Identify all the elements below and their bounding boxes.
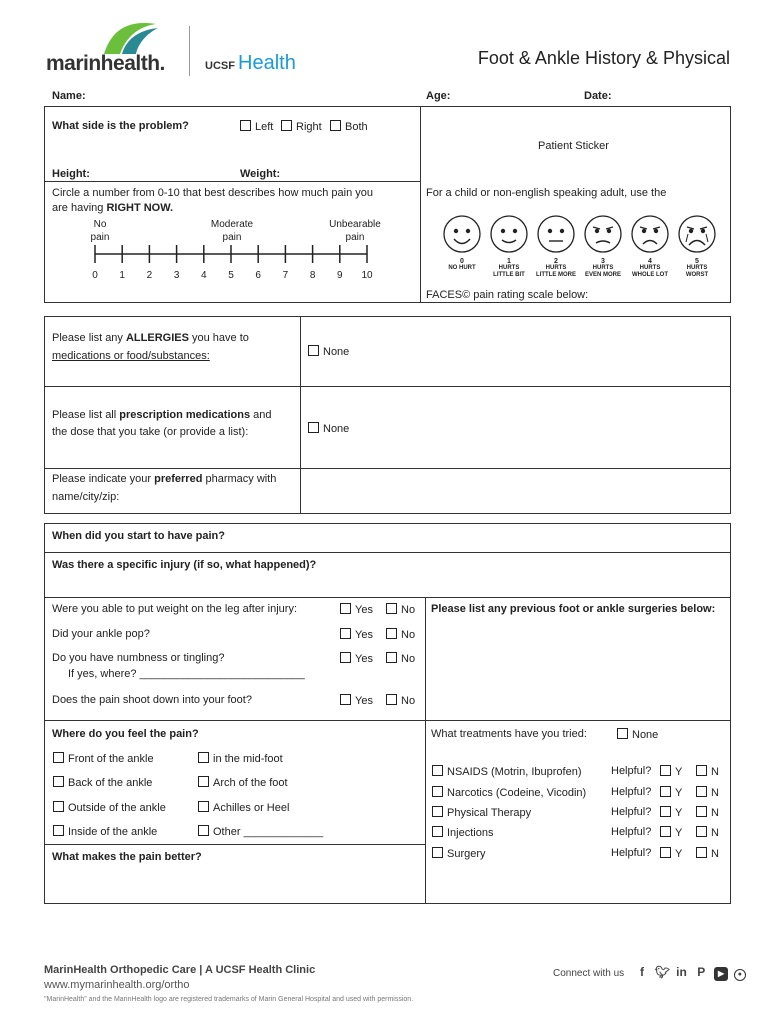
allergies-none-checkbox[interactable] (308, 345, 319, 356)
face-number: 0 (460, 258, 464, 265)
pain-scale-number[interactable]: 5 (228, 270, 234, 281)
pharmacy-prompt-line2: name/city/zip: (52, 491, 120, 503)
treatment-item[interactable] (432, 826, 493, 839)
location-option-label: Inside of the ankle (68, 826, 158, 838)
location-option[interactable] (53, 825, 157, 838)
numbness-no[interactable]: No (386, 652, 415, 665)
side-left-checkbox[interactable] (240, 120, 251, 131)
meds-divider-2 (44, 468, 731, 469)
pain-scale-number[interactable]: 4 (201, 270, 207, 281)
pain-scale-number[interactable]: 9 (337, 270, 343, 281)
weight-bear-no[interactable]: No (386, 603, 415, 616)
treatment-label: NSAIDS (Motrin, Ibuprofen) (447, 766, 582, 778)
treatment-item[interactable] (432, 765, 582, 778)
helpful-no[interactable]: N (696, 847, 719, 860)
face-number: 3 (601, 258, 605, 265)
marinhealth-logo (44, 20, 179, 76)
side-option-right[interactable]: Right (281, 120, 322, 133)
helpful-label: Helpful? (611, 786, 652, 798)
connect-label: Connect with us (553, 968, 625, 979)
helpful-yes-checkbox[interactable] (660, 826, 671, 837)
helpful-no[interactable]: N (696, 806, 719, 819)
helpful-yes-checkbox[interactable] (660, 786, 671, 797)
weight-bear-yes[interactable]: Yes (340, 603, 373, 616)
helpful-no[interactable]: N (696, 765, 719, 778)
helpful-no[interactable]: N (696, 786, 719, 799)
pain-scale (80, 242, 390, 282)
helpful-label: Helpful? (611, 826, 652, 838)
ankle-pop-no[interactable]: No (386, 628, 415, 641)
numbness-no-checkbox[interactable] (386, 652, 397, 663)
helpful-no-checkbox[interactable] (696, 847, 707, 858)
face-label-line2: LITTLE MORE (536, 272, 576, 278)
face-label: HURTS (639, 265, 661, 271)
ucsf-health-wordmark: Health (238, 52, 296, 74)
surgeries-prompt: Please list any previous foot or ankle surgeries below: (431, 603, 716, 615)
face-cry-icon (677, 214, 717, 254)
history-divider-2 (44, 597, 731, 598)
footer-trademark: "MarinHealth" and the MarinHealth logo are registered trademarks of Marin General Hospital and used with permission. (44, 996, 414, 1003)
pain-scale-number[interactable]: 3 (173, 270, 180, 281)
location-option-checkbox[interactable] (198, 801, 209, 812)
shoot-yes[interactable]: Yes (340, 694, 373, 707)
location-divider (44, 844, 425, 845)
face-label-line2: WORST (685, 272, 709, 278)
location-option[interactable] (198, 776, 288, 789)
patient-sticker-label: Patient Sticker (538, 140, 609, 152)
prescriptions-none-checkbox[interactable] (308, 422, 319, 433)
location-option-label: Other _____________ (213, 826, 324, 838)
face-number: 2 (554, 258, 558, 265)
treatment-checkbox[interactable] (432, 786, 443, 797)
height-label: Height: (52, 168, 90, 180)
pain-scale-number[interactable]: 0 (92, 270, 98, 281)
helpful-yes[interactable]: Y (660, 826, 682, 839)
helpful-yes[interactable]: Y (660, 786, 682, 799)
ucsf-prefix: UCSF (205, 60, 235, 72)
face-4[interactable] (628, 214, 672, 284)
side-right-checkbox[interactable] (281, 120, 292, 131)
ankle-pop-yes[interactable]: Yes (340, 628, 373, 641)
ankle-pop-no-checkbox[interactable] (386, 628, 397, 639)
location-option[interactable] (53, 801, 166, 814)
face-1[interactable] (487, 214, 531, 284)
better-question: What makes the pain better? (52, 851, 202, 863)
location-option-label: Achilles or Heel (213, 802, 290, 814)
helpful-yes[interactable]: Y (660, 847, 682, 860)
weight-bear-no-checkbox[interactable] (386, 603, 397, 614)
location-option[interactable] (198, 825, 323, 838)
face-label-line2: LITTLE BIT (493, 272, 525, 278)
face-number: 4 (648, 258, 652, 265)
helpful-yes-checkbox[interactable] (660, 847, 671, 858)
helpful-label: Helpful? (611, 765, 652, 777)
date-label: Date: (584, 90, 612, 102)
injury-question: Was there a specific injury (if so, what happened)? (52, 559, 317, 571)
shoot-yes-checkbox[interactable] (340, 694, 351, 705)
allergies-none[interactable]: None (308, 345, 349, 358)
face-sad-icon (630, 214, 670, 254)
faces-caption: FACES© pain rating scale below: (426, 289, 589, 301)
meds-divider-vertical (300, 316, 301, 514)
helpful-yes[interactable]: Y (660, 765, 682, 778)
helpful-no-checkbox[interactable] (696, 786, 707, 797)
face-number: 5 (695, 258, 699, 265)
face-smile-icon (489, 214, 529, 254)
helpful-label: Helpful? (611, 806, 652, 818)
ankle-pop-question: Did your ankle pop? (52, 628, 150, 640)
face-happy-icon (442, 214, 482, 254)
helpful-no-checkbox[interactable] (696, 765, 707, 776)
faces-intro: For a child or non-english speaking adult, use the (426, 187, 667, 199)
scale-anchor-no-pain: No pain (90, 219, 110, 243)
pain-scale-number[interactable]: 2 (146, 270, 153, 281)
shoot-question: Does the pain shoot down into your foot? (52, 694, 252, 706)
helpful-yes-checkbox[interactable] (660, 806, 671, 817)
helpful-yes-checkbox[interactable] (660, 765, 671, 776)
treatment-label: Injections (447, 827, 494, 839)
scale-anchor-moderate: Moderate pain (210, 219, 254, 243)
marinhealth-wordmark: marinhealth. (46, 52, 165, 75)
face-label: NO HURT (448, 265, 476, 271)
location-option-label: in the mid-foot (213, 753, 283, 765)
helpful-yes[interactable]: Y (660, 806, 682, 819)
location-option-checkbox[interactable] (53, 825, 64, 836)
treatment-checkbox[interactable] (432, 826, 443, 837)
face-label: HURTS (498, 265, 520, 271)
allergies-prompt-line2: medications or food/substances: (52, 350, 210, 362)
side-option-both[interactable]: Both (330, 120, 368, 133)
faces-scale (440, 214, 720, 284)
twitter-icon[interactable]: 🐦︎ (654, 965, 670, 979)
location-option-checkbox[interactable] (53, 752, 64, 763)
prescriptions-prompt-line2: the dose that you take (or provide a list): (52, 426, 249, 438)
location-option[interactable] (198, 801, 289, 814)
info-divider-vertical (420, 106, 421, 303)
location-option-checkbox[interactable] (53, 801, 64, 812)
treatments-question: What treatments have you tried: (431, 728, 587, 740)
name-label: Name: (52, 90, 86, 102)
face-label-line2: EVEN MORE (584, 272, 621, 278)
helpful-no[interactable]: N (696, 826, 719, 839)
helpful-no-checkbox[interactable] (696, 806, 707, 817)
numbness-where: If yes, where? ___________________________ (68, 668, 305, 680)
prescriptions-none[interactable]: None (308, 422, 349, 435)
meds-divider-1 (44, 386, 731, 387)
face-5[interactable] (675, 214, 719, 284)
face-flat-icon (536, 214, 576, 254)
age-label: Age: (426, 90, 451, 102)
treatment-label: Physical Therapy (447, 807, 532, 819)
pain-scale-number[interactable]: 10 (361, 270, 373, 281)
pain-scale-number[interactable]: 7 (282, 270, 289, 281)
treatments-none-checkbox[interactable] (617, 728, 628, 739)
location-option[interactable] (198, 752, 283, 765)
weight-label: Weight: (240, 168, 281, 180)
location-option[interactable] (53, 776, 152, 789)
header-divider (189, 26, 190, 76)
location-option-checkbox[interactable] (198, 776, 209, 787)
location-question: Where do you feel the pain? (52, 728, 199, 740)
pain-instruction: Circle a number from 0-10 that best describes how much pain you (52, 187, 373, 199)
treatment-label: Surgery (447, 848, 486, 860)
pain-instruction-line2: are having RIGHT NOW. (52, 202, 174, 214)
location-option-label: Arch of the foot (213, 777, 288, 789)
start-pain-question: When did you start to have pain? (52, 530, 225, 542)
helpful-label: Helpful? (611, 847, 652, 859)
scale-anchor-unbearable: Unbearable pain (329, 219, 381, 243)
history-divider-3 (44, 720, 731, 721)
face-label: HURTS (592, 265, 614, 271)
weight-bear-question: Were you able to put weight on the leg after injury: (52, 603, 297, 615)
pharmacy-prompt: Please indicate your preferred pharmacy with (52, 473, 277, 485)
pain-scale-number[interactable]: 1 (119, 270, 125, 281)
side-question: What side is the problem? (52, 120, 189, 132)
location-option-label: Outside of the ankle (68, 802, 166, 814)
footer-url[interactable]: www.mymarinhealth.org/ortho (44, 979, 190, 991)
footer-connect (553, 965, 746, 981)
side-option-left[interactable]: Left (240, 120, 273, 133)
treatments-none[interactable]: None (617, 728, 658, 741)
facebook-icon[interactable]: f (639, 965, 644, 979)
face-2[interactable] (534, 214, 578, 284)
allergies-prompt: Please list any ALLERGIES you have to (52, 332, 249, 344)
numbness-yes-checkbox[interactable] (340, 652, 351, 663)
pinterest-icon[interactable]: P (697, 965, 706, 979)
info-divider-horizontal (44, 181, 420, 182)
youtube-icon[interactable]: ▶ (714, 967, 728, 981)
face-label-line2: WHOLE LOT (632, 272, 668, 278)
face-3[interactable] (581, 214, 625, 284)
face-number: 1 (507, 258, 511, 265)
ankle-pop-yes-checkbox[interactable] (340, 628, 351, 639)
treatment-checkbox[interactable] (432, 765, 443, 776)
pain-scale-number[interactable]: 8 (309, 270, 316, 281)
location-option-checkbox[interactable] (198, 752, 209, 763)
face-frown-icon (583, 214, 623, 254)
helpful-no-checkbox[interactable] (696, 826, 707, 837)
weight-bear-yes-checkbox[interactable] (340, 603, 351, 614)
location-option-label: Front of the ankle (68, 753, 154, 765)
shoot-no-checkbox[interactable] (386, 694, 397, 705)
numbness-question: Do you have numbness or tingling? (52, 652, 225, 664)
location-option-label: Back of the ankle (68, 777, 153, 789)
treatment-item[interactable] (432, 786, 586, 799)
pain-scale-number[interactable]: 6 (255, 270, 261, 281)
linkedin-icon[interactable]: in (676, 965, 687, 979)
footer-clinic: MarinHealth Orthopedic Care | A UCSF Health Clinic (44, 964, 316, 976)
treatment-item[interactable] (432, 806, 531, 819)
numbness-yes[interactable]: Yes (340, 652, 373, 665)
ucsf-health-logo (205, 52, 296, 75)
marinhealth-logo-mark-icon (100, 20, 160, 56)
side-both-checkbox[interactable] (330, 120, 341, 131)
face-label: HURTS (545, 265, 567, 271)
face-0[interactable] (440, 214, 484, 284)
treatment-item[interactable] (432, 847, 486, 860)
podcast-icon[interactable]: ● (734, 969, 746, 981)
location-option[interactable] (53, 752, 154, 765)
history-divider-vertical (425, 597, 426, 904)
form-title: Foot & Ankle History & Physical (477, 48, 730, 68)
shoot-no[interactable]: No (386, 694, 415, 707)
prescriptions-prompt: Please list all prescription medications and (52, 409, 272, 421)
location-option-checkbox[interactable] (53, 776, 64, 787)
treatment-label: Narcotics (Codeine, Vicodin) (447, 787, 587, 799)
location-option-checkbox[interactable] (198, 825, 209, 836)
history-divider-1 (44, 552, 731, 553)
treatment-checkbox[interactable] (432, 806, 443, 817)
treatment-checkbox[interactable] (432, 847, 443, 858)
face-label: HURTS (686, 265, 708, 271)
